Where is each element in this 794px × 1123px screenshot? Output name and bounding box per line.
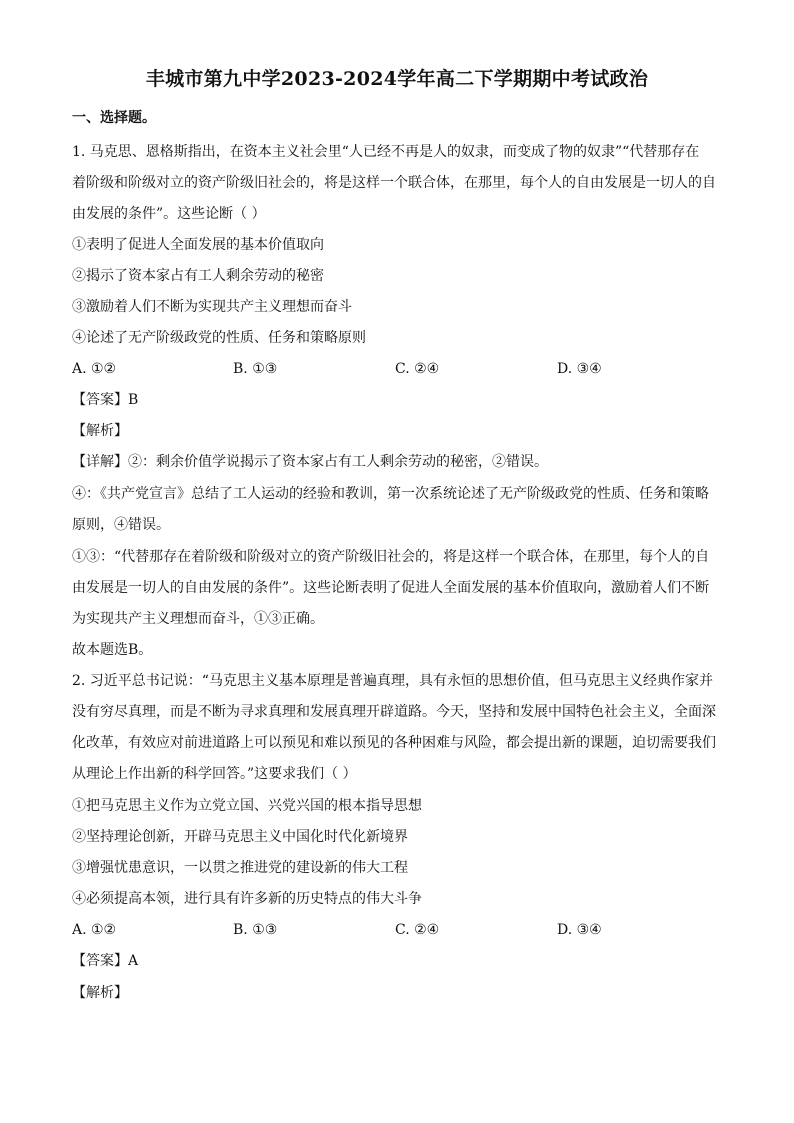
q2-option-b: B. ①③ [233,922,278,938]
q1-item: ③激励着人们不断为实现共产主义理想而奋斗 [72,299,352,315]
q1-option-a: A. ①② [72,361,117,377]
q2-item: ①把马克思主义作为立党立国、兴党兴国的根本指导思想 [72,798,422,814]
q2-item: ②坚持理论创新，开辟马克思主义中国化时代化新境界 [72,829,408,845]
q2-option-d: D. ③④ [557,922,602,938]
q2-analysis-label: 【解析】 [72,985,128,1001]
q2-answer: 【答案】A [72,953,139,969]
q1-detail-line: 为实现共产主义理想而奋斗，①③正确。 [72,611,324,627]
q1-detail-line: ①③：“代替那存在着阶级和阶级对立的资产阶级旧社会的，将是这样一个联合体，在那里，每个人的自 [72,549,710,565]
q1-detail-line: 由发展是一切人的自由发展的条件”。这些论断表明了促进人全面发展的基本价值取向，激励着人们不断 [72,580,710,596]
q1-option-d: D. ③④ [557,361,602,377]
q1-option-c: C. ②④ [395,361,440,377]
q1-option-b: B. ①③ [233,361,278,377]
q2-stem-line: 化改革，有效应对前进道路上可以预见和难以预见的各种困难与风险，都会提出新的课题，迫切需要我们 [72,735,716,751]
q2-item: ④必须提高本领，进行具有许多新的历史特点的伟大斗争 [72,891,422,907]
q2-option-a: A. ①② [72,922,117,938]
q1-stem-line: 着阶级和阶级对立的资产阶级旧社会的，将是这样一个联合体，在那里，每个人的自由发展是一切人的自 [72,175,716,191]
q1-detail-line: 故本题选B。 [72,642,153,658]
q2-item: ③增强忧患意识，一以贯之推进党的建设新的伟大工程 [72,860,408,876]
q1-detail-line: 【详解】②：剩余价值学说揭示了资本家占有工人剩余劳动的秘密，②错误。 [72,454,548,470]
q1-detail-line: 原则，④错误。 [72,517,170,533]
q2-stem-line: 从理论上作出新的科学回答。”这要求我们（ ） [72,766,357,782]
q1-item: ④论述了无产阶级政党的性质、任务和策略原则 [72,330,366,346]
section-heading: 一、选择题。 [72,110,156,126]
q2-option-c: C. ②④ [395,922,440,938]
q2-stem-line: 2. 习近平总书记说：“马克思主义基本原理是普遍真理，具有永恒的思想价值，但马克思主义经典作家并 [72,673,713,689]
q2-stem-line: 没有穷尽真理，而是不断为寻求真理和发展真理开辟道路。今天，坚持和发展中国特色社会主义，全面深 [72,704,716,720]
q1-analysis-label: 【解析】 [72,423,128,439]
q1-item: ①表明了促进人全面发展的基本价值取向 [72,237,324,253]
q1-item: ②揭示了资本家占有工人剩余劳动的秘密 [72,268,324,284]
q1-answer: 【答案】B [72,392,139,408]
q1-stem-line: 由发展的条件”。这些论断（ ） [72,206,266,222]
q1-stem-line: 1. 马克思、恩格斯指出，在资本主义社会里“人已经不再是人的奴隶，而变成了物的奴隶”“代替那存在 [72,144,700,160]
page-title: 丰城市第九中学2023-2024学年高二下学期期中考试政治 [145,68,649,90]
q1-detail-line: ④：《共产党宣言》总结了工人运动的经验和教训，第一次系统论述了无产阶级政党的性质、任务和策略 [72,486,709,502]
